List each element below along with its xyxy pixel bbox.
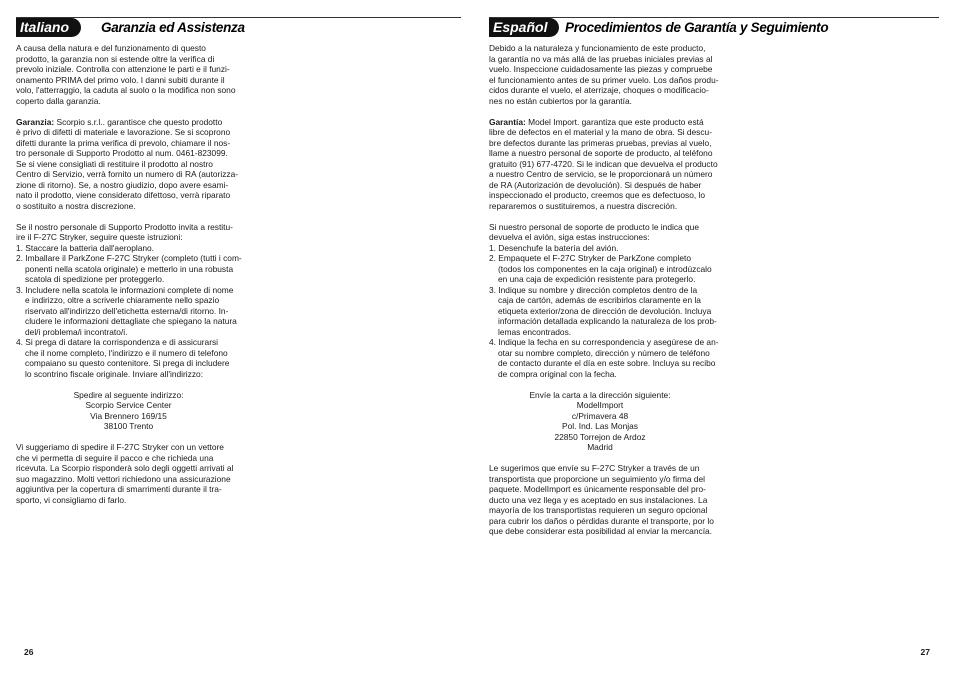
step-item	[489, 253, 711, 285]
step-item	[489, 243, 711, 254]
text-line: libre de defectos en el material y la mano de obra. Si descu-	[489, 127, 712, 137]
text-line: 22850 Torrejon de Ardoz	[554, 431, 646, 442]
step-item	[16, 285, 241, 338]
text-line: vuelo. Inspeccione cuidadosamente las piezas y compruebe	[489, 64, 713, 74]
text-line: suo magazzino. Molti vettori richiedono una assicurazione	[16, 473, 231, 484]
step-line: riservato all'indirizzo dell'etichetta esterna/di ritorno. In-	[25, 305, 229, 316]
step-line: 3. Includere nella scatola le informazioni complete di nome	[16, 284, 234, 295]
text-line: Envíe la carta a la dirección siguiente:	[529, 389, 671, 400]
text-line: prevolo iniziale. Controlla con attenzione le parti e il funzi-	[16, 64, 230, 74]
step-line: 3. Indique su nombre y dirección completos dentro de la	[489, 284, 698, 295]
text-line: Debido a la naturaleza y funcionamiento de este producto,	[489, 43, 706, 53]
step-line: 2. Imballare il ParkZone F-27C Stryker (completo (tutti i com-	[16, 253, 242, 263]
intro-paragraph	[16, 43, 241, 106]
text-line: che vi permetta di seguire il pacco e che richieda una	[16, 452, 214, 463]
intro-paragraph	[489, 43, 719, 106]
text-line: mayoría de los transportistas requieren un seguro opcional	[489, 505, 708, 515]
text-line: Vi suggeriamo di spedire il F-27C Stryker con un vettore	[16, 442, 224, 452]
text-line: cidos durante el vuelo, el aterrizaje, choques o modificacio-	[489, 85, 709, 95]
steps-intro	[489, 222, 711, 243]
step-line: 4. Indique la fecha en su correspondencia y asegúrese de an-	[489, 337, 719, 347]
step-line: en una caja de expedición resistente para protegerlo.	[498, 274, 696, 284]
text-line: tro personale di Supporto Prodotto al num. 0461-823099.	[16, 148, 228, 158]
text-line: ModelImport	[576, 400, 624, 410]
step-line: información detallada explicando la naturaleza de los prob-	[498, 316, 717, 326]
step-line: lemas encontrados.	[498, 326, 572, 337]
text-line: ricevuta. La Scorpio risponderà solo degli oggetti arrivati al	[16, 463, 234, 473]
text-line: ducto una vez llega y es aceptado en sus instalaciones. La	[489, 494, 708, 505]
text-line: que debe considerar esta posibilidad al enviar la mercancía.	[489, 526, 713, 536]
warranty-label: Garantía:	[489, 116, 526, 127]
closing-paragraph	[489, 463, 714, 537]
warranty-paragraph	[16, 127, 241, 211]
step-line: de compra original con la fecha.	[498, 368, 617, 379]
text-line: onamento PRIMA del primo volo. I danni subiti durante il	[16, 74, 225, 85]
step-line: compaiano su questo contenitore. Si prega di includere	[25, 358, 230, 368]
step-line: otar su nombre completo, dirección y número de teléfono	[498, 347, 710, 358]
text-line: aggiuntiva per la copertura di smarrimenti durante il tra-	[16, 484, 222, 494]
text-line: de RA (Autorización de devolución). Si después de haber	[489, 179, 702, 190]
section-header	[16, 17, 461, 37]
text-line: la garantía no va más allá de las pruebas iniciales previas al	[489, 53, 713, 64]
text-line: difetti durante la prima verifica di prevolo, chiamare il nos-	[16, 137, 231, 148]
text-line: paquete. ModelImport es únicamente responsable del pro-	[489, 484, 706, 494]
step-line: scatola di spedizione per proteggerlo.	[25, 274, 165, 284]
text-line: nato il prodotto, viene considerato difettoso, verrà riparato	[16, 190, 231, 200]
text-line: prodotto, la garanzia non si estende oltre la verifica di	[16, 53, 215, 64]
language-tab: Italiano	[16, 18, 81, 37]
text-line: Scorpio Service Center	[85, 400, 172, 410]
step-line: lo scontrino fiscale originale. Inviare all'indirizzo:	[25, 368, 204, 379]
text-line: Si nuestro personal de soporte de producto le indica que	[489, 221, 699, 232]
text-line: c/Primavera 48	[571, 410, 629, 421]
step-line: che il nome completo, l'indirizzo e il numero di telefono	[25, 347, 228, 358]
text-line: 38100 Trento	[103, 421, 154, 431]
section-title: Procedimientos de Garantía y Seguimiento	[565, 20, 829, 35]
step-line: etiqueta exterior/zona de dirección de devolución. Incluya	[498, 305, 712, 316]
step-line: de contacto durante el día en este sobre. Incluya su recibo	[498, 358, 716, 368]
shipping-address	[16, 390, 241, 432]
text-line: el funcionamiento antes de su primer vuelo. Los daños produ-	[489, 74, 719, 85]
language-tab: Español	[489, 18, 559, 37]
text-line: nes no están cubiertos por la garantía.	[489, 95, 632, 106]
text-line: Se il nostro personale di Supporto Prodotto invita a restitu-	[16, 221, 233, 232]
text-line: transportista que proporcione un seguimiento y/o firma del	[489, 473, 706, 484]
step-line: del/i problema/i incontrato/i.	[25, 326, 128, 337]
warranty-paragraph	[489, 127, 718, 211]
step-line: 1. Desenchufe la batería del avión.	[489, 242, 619, 253]
text-line: coperto dalla garanzia.	[16, 95, 101, 106]
text-line: a nuestro Centro de servicio, se le proporcionará un número	[489, 169, 713, 179]
text-line: ire il F-27C Stryker, seguire queste istruzioni:	[16, 232, 183, 242]
step-item	[489, 337, 719, 379]
step-line: 4. Si prega di datare la corrispondenza e di assicurarsi	[16, 337, 219, 347]
step-item	[16, 253, 241, 285]
shipping-address	[489, 390, 711, 453]
steps-list	[489, 242, 719, 380]
step-line: 2. Empaquete el F-27C Stryker de ParkZone completo	[489, 253, 692, 263]
text-line: volo, l'atterraggio, la caduta al suolo o la modifica non sono	[16, 85, 236, 95]
step-line: e indirizzo, oltre a scriverle chiaramente nello spazio	[25, 295, 220, 305]
text-line: Se si viene consigliati di restituire il prodotto al nostro	[16, 158, 213, 169]
text-line: llame a nuestro personal de soporte de producto, al teléfono	[489, 148, 713, 158]
text-line: Spedire al seguente indirizzo:	[73, 389, 184, 400]
warranty-first-line: Garantía: Model Import. garantiza que este producto está	[489, 116, 704, 127]
steps-intro	[16, 222, 241, 243]
section-header	[489, 17, 939, 37]
text-line: Madrid	[587, 442, 613, 452]
text-line: Centro di Servizio, verrà fornito un numero di RA (autorizza-	[16, 169, 239, 179]
text-line: è privo di difetti di materiale e lavorazione. Se si scoprono	[16, 127, 231, 137]
right-page	[477, 0, 954, 675]
step-line: 1. Staccare la batteria dall'aeroplano.	[16, 242, 155, 253]
text-line: para cubrir los daños o pérdidas durante el transporte, por lo	[489, 515, 714, 526]
warranty-first-line: Garanzia: Scorpio s.r.l.. garantisce che questo prodotto	[16, 116, 223, 127]
step-item	[16, 337, 241, 379]
step-line: ponenti nella scatola originale) e metterlo in una robusta	[25, 263, 234, 274]
text-line: inspeccionado el producto, creemos que es defectuoso, lo	[489, 190, 706, 200]
text-line: A causa della natura e del funzionamento di questo	[16, 43, 206, 53]
text-line: zione di ritorno). Se, a nostro giudizio, dopo avere esami-	[16, 179, 229, 190]
section-title: Garanzia ed Assistenza	[101, 20, 245, 35]
body-text	[489, 43, 719, 537]
body-text	[16, 43, 241, 505]
text-line: o sostituito a nostra discrezione.	[16, 200, 136, 211]
text-line: devuelva el avión, siga estas instrucciones:	[489, 232, 650, 242]
steps-list	[16, 243, 241, 380]
page-number: 27	[920, 647, 930, 657]
text-line: bre defectos durante las primeras pruebas, previas al vuelo,	[489, 137, 712, 148]
page-number: 26	[24, 647, 34, 657]
text-line: Pol. Ind. Las Monjas	[562, 421, 638, 431]
warranty-label: Garanzia:	[16, 116, 55, 127]
step-line: cludere le informazioni dettagliate che spiegano la natura	[25, 316, 237, 326]
closing-paragraph	[16, 442, 241, 505]
step-item	[489, 284, 717, 338]
text-line: repararemos o sustituiremos, a nuestra discreción.	[489, 200, 678, 211]
text-line: gratuito (91) 677-4720. Si le indican que devuelva el producto	[489, 158, 718, 169]
text-line: sporto, vi consigliamo di farlo.	[16, 494, 127, 505]
step-line: (todos los componentes en la caja original) e introdúzcalo	[498, 263, 712, 274]
text-line: Le sugerimos que envíe su F-27C Stryker a través de un	[489, 463, 700, 473]
step-line: caja de cartón, además de escribirlos claramente en la	[498, 295, 701, 305]
step-item	[16, 243, 241, 254]
text-line: Via Brennero 169/15	[90, 410, 167, 421]
